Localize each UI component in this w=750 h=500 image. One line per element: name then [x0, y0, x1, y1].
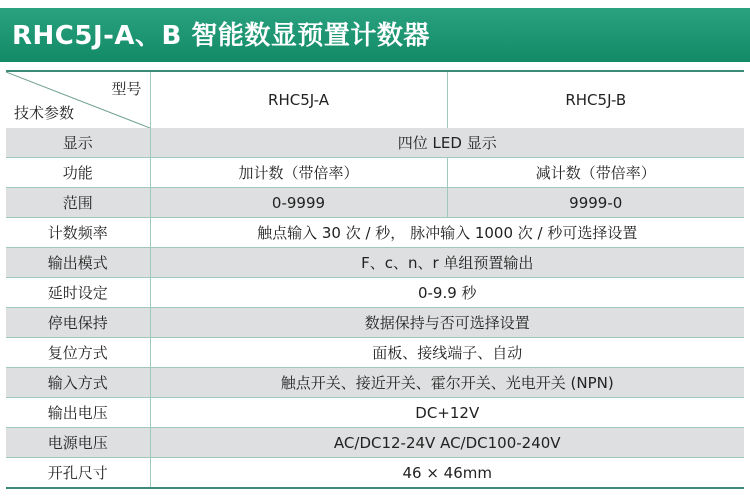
row-value-shared: 触点开关、接近开关、霍尔开关、光电开关 (NPN)	[150, 368, 744, 398]
row-label: 功能	[6, 158, 150, 188]
table-row	[6, 338, 744, 368]
table-row	[6, 188, 744, 218]
row-value-a: 0-9999	[150, 188, 447, 218]
title-bar	[0, 8, 750, 62]
row-value-shared: 46 × 46mm	[150, 458, 744, 489]
table-row	[6, 278, 744, 308]
row-value-a: 加计数（带倍率）	[150, 158, 447, 188]
row-value-shared: 0-9.9 秒	[150, 278, 744, 308]
spec-table	[6, 70, 744, 489]
table-row	[6, 218, 744, 248]
table-row	[6, 428, 744, 458]
model-header-b: RHC5J-B	[447, 71, 744, 128]
header-corner-cell	[6, 71, 150, 128]
row-value-shared: 四位 LED 显示	[150, 128, 744, 158]
row-label: 延时设定	[6, 278, 150, 308]
row-value-shared: 触点输入 30 次 / 秒， 脉冲输入 1000 次 / 秒可选择设置	[150, 218, 744, 248]
row-value-shared: DC+12V	[150, 398, 744, 428]
row-label: 开孔尺寸	[47, 464, 108, 482]
corner-label-model: 型号	[111, 80, 142, 98]
table-row	[6, 398, 744, 428]
page-title: RHC5J-A、B 智能数显预置计数器	[12, 21, 430, 51]
row-label: 停电保持	[6, 308, 150, 338]
row-label: 输出电压	[6, 398, 150, 428]
row-value-shared: F、c、n、r 单组预置输出	[150, 248, 744, 278]
row-label: 输出模式	[6, 248, 150, 278]
spec-table-body	[6, 128, 744, 488]
table-row	[6, 308, 744, 338]
table-row	[6, 128, 744, 158]
row-value-shared: AC/DC12-24V AC/DC100-240V	[150, 428, 744, 458]
row-label: 输入方式	[6, 368, 150, 398]
table-row	[6, 158, 744, 188]
table-row	[6, 368, 744, 398]
table-row	[6, 458, 744, 489]
row-value-shared: 面板、接线端子、自动	[150, 338, 744, 368]
row-value-shared: 数据保持与否可选择设置	[150, 308, 744, 338]
row-label: 计数频率	[6, 218, 150, 248]
row-value-b: 减计数（带倍率）	[447, 158, 744, 188]
row-label: 电源电压	[6, 428, 150, 458]
table-header-row	[6, 71, 744, 128]
row-label: 范围	[6, 188, 150, 218]
model-header-a: RHC5J-A	[150, 71, 447, 128]
row-label: 显示	[6, 128, 150, 158]
row-label: 复位方式	[6, 338, 150, 368]
table-row	[6, 248, 744, 278]
corner-label-parameters: 技术参数	[14, 104, 75, 122]
row-value-b: 9999-0	[447, 188, 744, 218]
